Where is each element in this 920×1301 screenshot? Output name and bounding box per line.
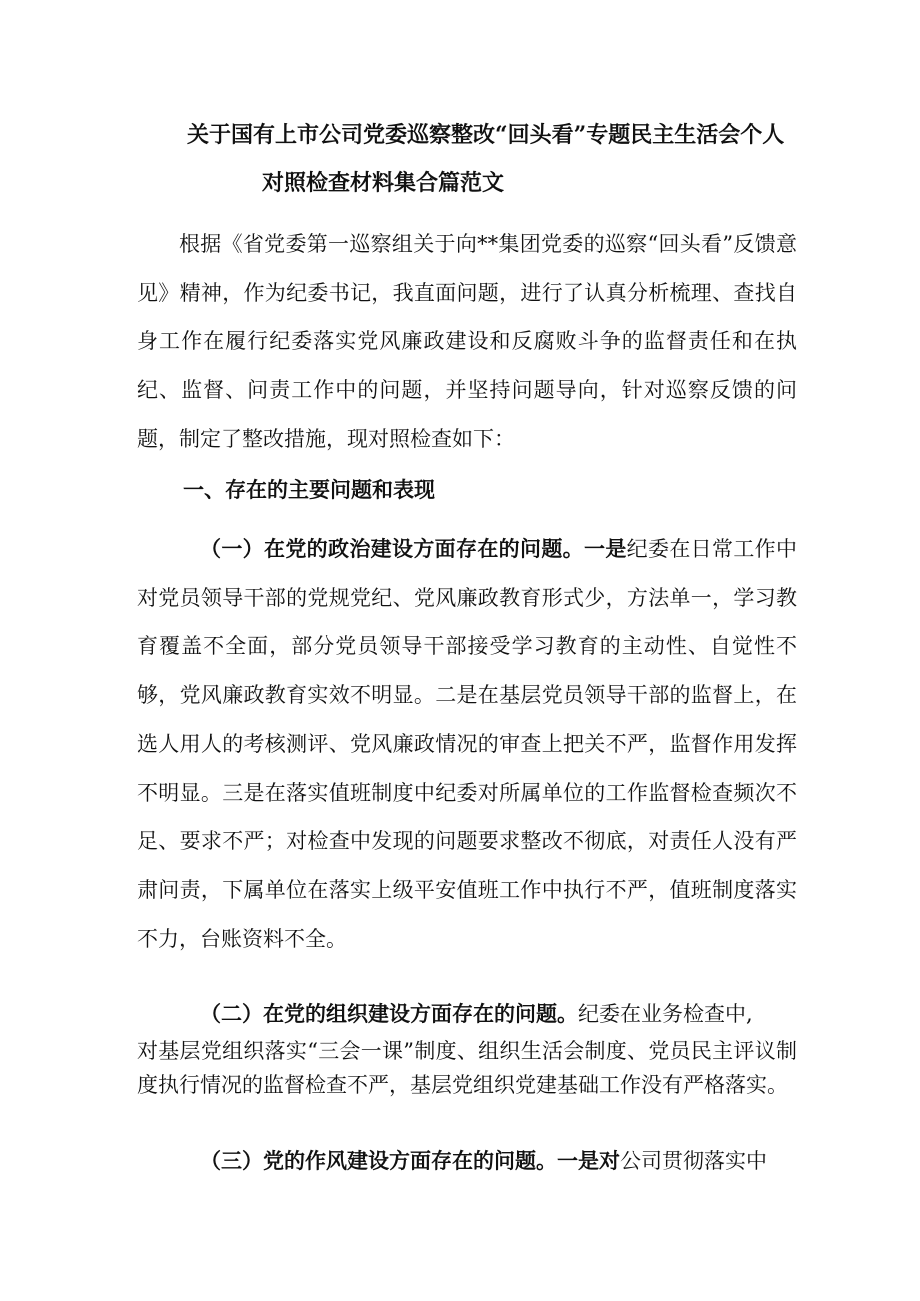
paragraph-3-lead: （三）党的作风建设方面存在的问题。一是对 — [200, 1148, 620, 1173]
intro-paragraph: 根据《省党委第一巡察组关于向**集团党委的巡察“回头看”反馈意见》精神，作为纪委书记，我直面问题，进行了认真分析梳理、查找自身工作在履行纪委落实党风廉政建设和反腐败斗争的监督责任和在执纪、监督、问责工作中的问题，并坚持问题导向，针对巡察反馈的问题，制定了整改措施，现对照检查如下： — [137, 232, 797, 451]
paragraph-1-lead: （一）在党的政治建设方面存在的问题。一是 — [200, 536, 627, 561]
paragraph-2-lead: （二）在党的组织建设方面存在的问题。 — [200, 1001, 578, 1026]
paragraph-1-body: 纪委在日常工作中对党员领导干部的党规党纪、党风廉政教育形式少，方法单一，学习教育覆盖不全面，部分党员领导干部接受学习教育的主动性、自觉性不够，党风廉政教育实效不明显。二是在基层党员领导干部的监督上，在选人用人的考核测评、党风廉政情况的审查上把关不严，监督作用发挥不明显。三是在落实值班制度中纪委对所属单位的工作监督检查频次不足、要求不严；对检查中发现的问题要求整改不彻底，对责任人没有严肃问责，下属单位在落实上级平安值班工作中执行不严，值班制度落实不力，台账资料不全。 — [137, 537, 798, 951]
paragraph-2-first-line: 纪委在业务检查中, — [578, 1002, 753, 1026]
document-title-line-2: 对照检查材料集合篇范文 — [262, 170, 505, 196]
paragraph-political-construction — [137, 525, 797, 963]
document-title-line-1: 关于国有上市公司党委巡察整改“回头看”专题民主生活会个人 — [187, 122, 785, 148]
paragraph-organization-construction — [137, 990, 860, 1039]
paragraph-style-construction — [137, 1137, 860, 1186]
paragraph-2-continuation: 对基层党组织落实“三会一课”制度、组织生活会制度、党员民主评议制度执行情况的监督检查不严，基层党组织党建基础工作没有严格落实。 — [137, 1039, 797, 1097]
paragraph-3-body: 公司贯彻落实中 — [620, 1149, 767, 1173]
section-1-heading: 一、存在的主要问题和表现 — [183, 477, 435, 502]
